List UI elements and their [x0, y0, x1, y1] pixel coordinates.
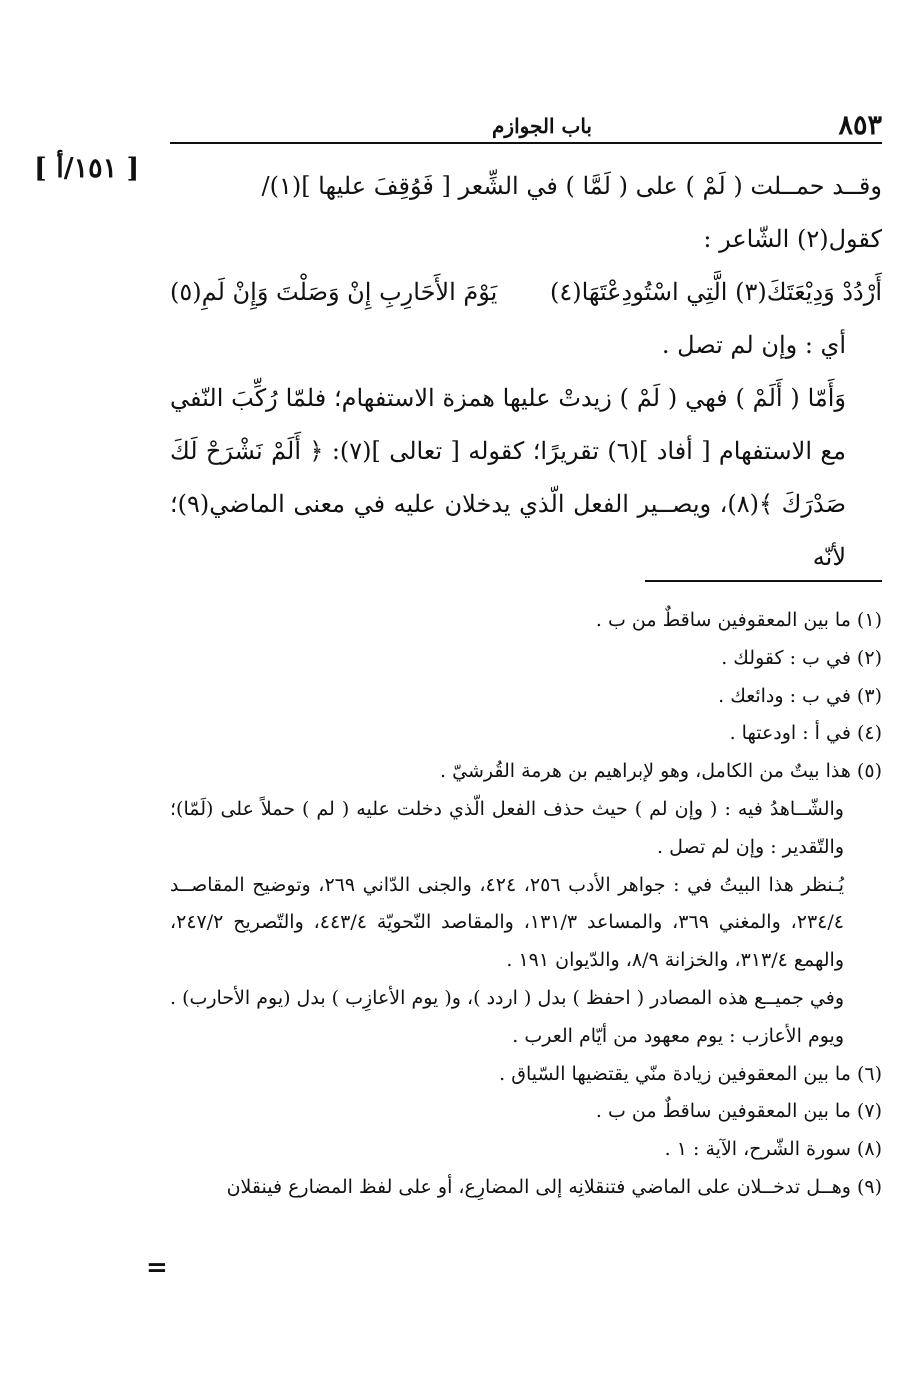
footnote: (٤) في أ : اودعتها . — [729, 722, 882, 745]
footnote: (٩) وهــل تدخــلان على الماضي فتنقلانِه إلى المضارِع، أو على لفظ المضارع فينقلان — [226, 1175, 882, 1198]
footnote: (١) ما بين المعقوفين ساقطٌ من ب . — [595, 609, 882, 631]
poetry-verse — [170, 266, 882, 319]
body-line: أي : وإن لم تصل . — [661, 331, 846, 359]
chapter-title: باب الجوازم — [492, 114, 592, 138]
page-number: ٨٥٣ — [838, 110, 882, 141]
body-line: كقول(٢) الشّاعر : — [703, 225, 882, 253]
body-line: وقــد حمــلت ( لَمْ ) على ( لَمَّا ) في الشِّعر [ فَوُقِفَ عليها ](١)/ — [261, 172, 882, 200]
footnote-continuation: وفي جميــع هذه المصادر ( احفظ ) بدل ( اردد )، و( يوم الأعازِب ) بدل (يوم الأحارب) . ويوم الأعازب : يوم معهود من أيّام العرب . — [170, 986, 844, 1047]
footnotes — [170, 602, 882, 1207]
continuation-mark: = — [146, 1253, 168, 1283]
footnote-separator — [645, 580, 882, 582]
manuscript-folio-reference: [ ١٥١/أ ] — [34, 153, 140, 184]
footnote: (٣) في ب : ودائعك . — [718, 684, 882, 707]
verse-first-hemistich: أَرْدُدْ وَدِيْعَتَكَ(٣) الَّتِي اسْتُودِعْتَهَا(٤) — [549, 278, 882, 306]
footnote: (٧) ما بين المعقوفين ساقطٌ من ب . — [595, 1100, 882, 1123]
page-header — [170, 108, 882, 144]
verse-second-hemistich: يَوْمَ الأَحَارِبِ إِنْ وَصَلْتَ وَإِنْ لَمِ(٥) — [170, 278, 498, 306]
footnote: (٨) سورة الشّرح، الآية : ١ . — [664, 1138, 882, 1161]
main-text — [170, 160, 882, 584]
footnote: (٢) في ب : كقولك . — [721, 646, 882, 669]
footnote: (٦) ما بين المعقوفين زيادة منّي يقتضيها السّياق . — [499, 1062, 882, 1085]
footnote-continuation: والشّــاهدُ فيه : ( وإن لم ) حيث حذف الفعل الّذي دخلت عليه ( لم ) حملاً على (لَمّا)؛ والتّقدير : وإن لم تصل . — [170, 797, 844, 858]
footnote: (٥) هذا بيتٌ من الكامل، وهو لإبراهيم بن هرمة القُرشيّ . — [440, 760, 882, 783]
body-paragraph: وَأَمّا ( أَلَمْ ) فهي ( لَمْ ) زيدتْ عليها همزة الاستفهام؛ فلمّا رُكِّبَ النّفي مع الاستفهام [ أفاد ](٦) تقريرًا؛ كقوله [ تعالى ](٧): ﴿ أَلَمْ نَشْرَحْ لَكَ صَدْرَكَ ﴾(٨)، ويصــير الفعل الّذي يدخلان عليه في معنى الماضي(٩)؛ لأنّه — [170, 384, 846, 571]
footnote-continuation: يُـنظر هذا البيتُ في : جواهر الأدب ٢٥٦، ٤٢٤، والجنى الدّاني ٢٦٩، وتوضيح المقاصــد ٢٣٤/٤، والمغني ٣٦٩، والمساعد ١٣١/٣، والمقاصد النّحويّة ٤٤٣/٤، والتّصريح ٢٤٧/٢، والهمع ٣١٣/٤، والخزانة ٨/٩، والدّيوان ١٩١ . — [170, 873, 844, 972]
